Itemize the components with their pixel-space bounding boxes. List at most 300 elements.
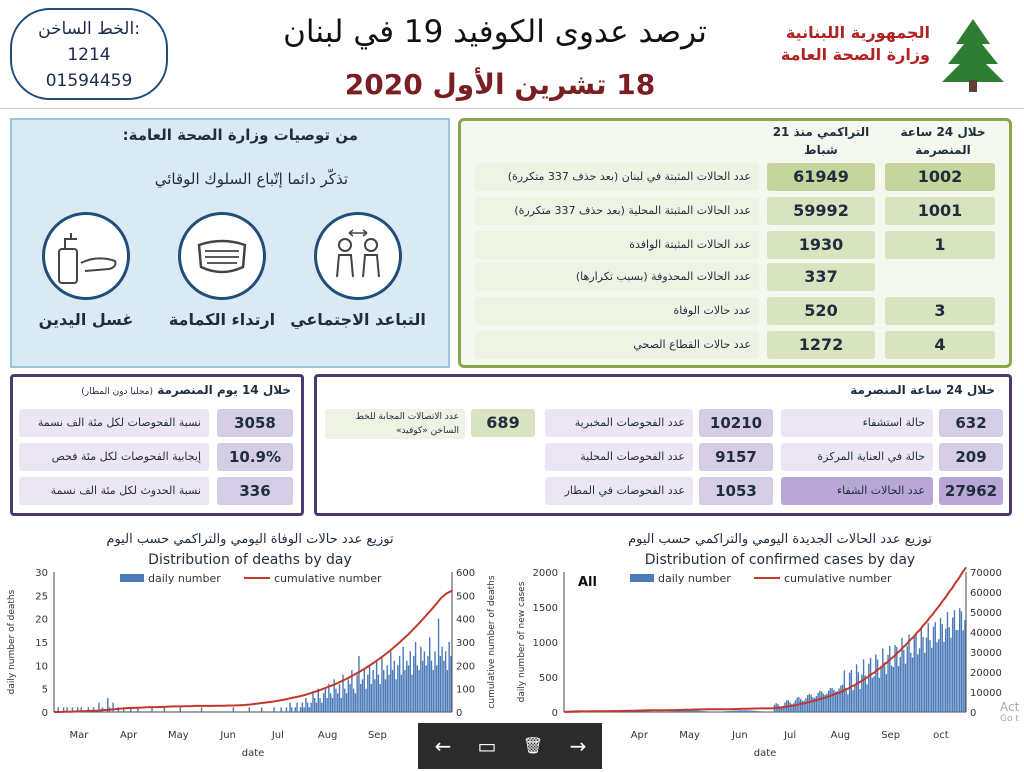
last14-row-label: إيجابية الفحوصات لكل مئة فحص [19,443,209,471]
last24-panel [314,374,1012,516]
daily-bar [940,618,941,712]
daily-bar [865,675,866,712]
cases-chart-title: Distribution of confirmed cases by day [570,552,990,568]
last24-col2-value: 1053 [699,477,773,505]
chart-corner-label: All [578,575,597,590]
y2-tick-label: 30000 [970,648,1002,659]
daily-bar [929,640,930,712]
last24-col1-label: عدد الحالات الشفاء [781,477,933,505]
daily-bar [727,711,728,712]
last24-col1-value: 27962 [939,477,1003,505]
daily-bar [427,656,428,712]
last14-row-value: 10.9% [217,443,293,471]
daily-bar [903,650,904,712]
y-tick-label: 20 [35,615,48,626]
hotline-short-number: 1214 [12,42,166,68]
report-date: 18 تشرين الأول 2020 [300,68,700,101]
daily-bar [422,661,423,712]
daily-bar [760,711,761,712]
daily-bar [800,699,801,712]
stats-row-24h: 1002 [885,163,995,191]
daily-bar [395,679,396,712]
legend-label-daily: daily number [148,572,221,585]
daily-bar [957,630,958,712]
daily-bar [381,656,382,712]
daily-bar [891,665,892,712]
stats-row-label: عدد الحالات المحذوفة (بسبب تكرارها) [475,263,759,291]
month-label: Jul [271,730,284,741]
daily-bar [295,707,296,712]
daily-bar [280,707,281,712]
daily-bar [367,675,368,712]
daily-bar [961,611,962,712]
activate-watermark [1000,700,1019,724]
daily-bar [411,675,412,712]
ministry-line2: وزارة الصحة العامة [750,44,930,66]
last24-col1-label: حالة في العناية المركزة [781,443,933,471]
daily-bar [180,707,181,712]
delete-button[interactable]: 🗑 [518,731,548,761]
daily-bar [300,707,301,712]
header-divider [0,108,1024,109]
daily-bar [671,711,672,712]
daily-bar [440,656,441,712]
daily-bar [954,610,955,712]
y2-tick-label: 200 [456,661,475,672]
daily-bar [425,665,426,712]
daily-bar [856,664,857,712]
daily-bar [700,711,701,712]
month-label: Sep [368,730,387,741]
daily-bar [849,673,850,712]
daily-bar [349,684,350,712]
daily-bar [417,665,418,712]
daily-bar [448,642,449,712]
month-label: Aug [318,730,338,741]
daily-bar [273,707,274,712]
daily-bar [889,646,890,712]
daily-bar [935,622,936,712]
column-header-cumulative: التراكمي منذ 21 شباط [767,123,875,159]
daily-bar [872,678,873,712]
daily-bar [907,646,908,712]
daily-bar [737,710,738,712]
stats-row-cumulative: 520 [767,297,875,325]
month-label: May [168,730,189,741]
social-distancing-icon [314,212,402,300]
daily-bar [364,670,365,712]
viewer-toolbar [418,723,602,769]
last24-col1-value: 209 [939,443,1003,471]
y-tick-label: 2000 [533,568,558,579]
y2-tick-label: 70000 [970,568,1002,579]
daily-bar [908,634,909,712]
daily-bar [830,688,831,712]
stats-row-24h: 1001 [885,197,995,225]
daily-bar [415,642,416,712]
daily-bar [742,710,743,712]
daily-bar [305,698,306,712]
deaths-chart-title: Distribution of deaths by day [60,552,440,568]
daily-bar [433,670,434,712]
y2-axis-title: cumulative number of deaths [487,575,497,708]
daily-bar [302,703,303,712]
daily-bar [739,710,740,712]
daily-bar [910,653,911,712]
y2-tick-label: 400 [456,615,475,626]
y2-tick-label: 0 [456,708,462,719]
daily-bar [926,637,927,712]
y2-tick-label: 60000 [970,588,1002,599]
daily-bar [379,684,380,712]
y2-tick-label: 100 [456,685,475,696]
daily-bar [882,648,883,712]
daily-bar [341,698,342,712]
daily-bar [963,630,964,712]
face-mask-icon [178,212,266,300]
last24-col2-label: عدد الفحوصات المخبرية [545,409,693,437]
last24-col2-value: 10210 [699,409,773,437]
daily-bar [912,657,913,712]
daily-bar [936,642,937,712]
daily-bar [410,651,411,712]
daily-bar [863,659,864,712]
daily-bar [424,651,425,712]
daily-bar [949,627,950,712]
daily-bar [746,710,747,712]
y2-tick-label: 600 [456,568,475,579]
daily-bar [328,684,329,712]
daily-bar [748,710,749,712]
daily-bar [420,647,421,712]
y2-tick-label: 0 [970,708,976,719]
social-distancing-label: التباعد الاجتماعي [288,310,428,329]
daily-bar [753,711,754,712]
daily-bar [947,612,948,712]
daily-bar [309,707,310,712]
daily-bar [362,679,363,712]
daily-bar [884,663,885,712]
y2-tick-label: 500 [456,591,475,602]
daily-bar [950,638,951,712]
daily-bar [763,711,764,712]
daily-bar [399,656,400,712]
daily-bar [898,666,899,712]
daily-bar [325,689,326,712]
next-button[interactable]: → [563,731,593,761]
daily-bar [667,711,668,712]
daily-bar [922,637,923,712]
daily-bar [378,675,379,712]
daily-bar [854,685,855,712]
daily-bar [880,666,881,712]
daily-bar [762,711,763,712]
stats-row-cumulative: 337 [767,263,875,291]
daily-bar [928,623,929,712]
daily-bar [905,664,906,712]
daily-bar [847,694,848,712]
daily-bar [802,701,803,712]
month-label: Apr [120,730,138,741]
daily-bar [879,678,880,712]
daily-bar [821,691,822,712]
y-tick-label: 1500 [533,603,558,614]
daily-bar [956,630,957,712]
stats-row-label: عدد الحالات المثبتة الوافدة [475,231,759,259]
y-tick-label: 30 [35,568,48,579]
daily-bar [339,684,340,712]
daily-bar [805,698,806,712]
hand-wash-label: غسل اليدين [16,310,156,329]
daily-bar [387,665,388,712]
x-axis-title: date [754,748,777,759]
daily-bar [942,624,943,712]
month-label: Jul [783,730,796,741]
x-axis-title: date [242,748,265,759]
daily-bar [959,608,960,712]
daily-bar [388,675,389,712]
stats-row-24h: 3 [885,297,995,325]
daily-bar [921,628,922,712]
daily-bar [431,661,432,712]
hotline-calls-value: 689 [471,409,535,437]
y-axis-title: daily number of new cases [517,581,527,702]
daily-bar [346,693,347,712]
stats-row-cumulative: 1930 [767,231,875,259]
daily-bar [952,618,953,712]
daily-bar [321,703,322,712]
daily-bar [365,689,366,712]
daily-bar [877,660,878,713]
daily-bar [310,703,311,712]
legend-swatch-daily [120,574,144,582]
month-label: Mar [69,730,89,741]
recommendations-panel [10,118,450,368]
daily-bar [314,698,315,712]
legend-label-cumulative: cumulative number [784,572,892,585]
previous-button[interactable]: ← [428,731,458,761]
daily-bar [964,620,965,712]
daily-bar [401,675,402,712]
daily-bar [693,710,694,712]
daily-bar [372,670,373,712]
daily-bar [756,711,757,712]
daily-bar [828,691,829,712]
daily-bar [840,686,841,712]
daily-bar [823,694,824,712]
y-tick-label: 25 [35,591,48,602]
daily-bar [383,670,384,712]
recommendations-title: من توصيات وزارة الصحة العامة: [123,126,358,144]
daily-bar [744,710,745,712]
daily-bar [434,651,435,712]
stats-row-24h: 4 [885,331,995,359]
last24-col1-value: 632 [939,409,1003,437]
last24-col2-value: 9157 [699,443,773,471]
daily-bar [858,672,859,712]
daily-bar [312,693,313,712]
month-label: Jun [731,730,748,741]
hotline-badge [10,8,168,100]
y2-tick-label: 40000 [970,628,1002,639]
daily-bar [289,703,290,712]
daily-bar [653,711,654,712]
daily-bar [394,661,395,712]
daily-bar [915,634,916,712]
daily-bar [852,690,853,712]
y-tick-label: 0 [552,708,558,719]
last24-col1-label: حالة استشفاء [781,409,933,437]
daily-bar [413,656,414,712]
daily-bar [812,697,813,712]
daily-bar [723,711,724,712]
daily-bar [360,684,361,712]
daily-bar [919,648,920,712]
daily-bar [735,710,736,712]
daily-bar [725,711,726,712]
daily-bar [164,707,165,712]
daily-bar [450,656,451,712]
daily-bar [870,658,871,712]
daily-bar [695,710,696,712]
daily-bar [408,665,409,712]
daily-bar [938,639,939,712]
y-tick-label: 500 [539,673,558,684]
daily-bar [402,647,403,712]
month-label: Apr [631,730,649,741]
daily-bar [734,711,735,712]
face-mask-label: ارتداء الكمامة [152,310,292,329]
daily-bar [810,695,811,712]
y-tick-label: 5 [42,685,48,696]
daily-bar [358,656,359,712]
last24-title: خلال 24 ساعة المنصرمة [850,383,995,397]
last14-row-label: نسبة الحدوث لكل مئة الف نسمة [19,477,209,505]
deaths-chart-title-ar: توزيع عدد حالات الوفاة اليومي والتراكمي حسب اليوم [60,532,440,547]
daily-bar [112,703,113,712]
last24-col2-label: عدد الفحوصات المحلية [545,443,693,471]
page-title: ترصد عدوى الكوفيد 19 في لبنان [250,14,740,50]
y-axis-title: daily number of deaths [7,589,17,694]
daily-bar [751,711,752,712]
daily-bar [749,710,750,712]
activate-line2: Go t [1000,714,1019,724]
daily-bar [672,711,673,712]
hand-wash-icon [42,212,130,300]
daily-bar [353,689,354,712]
daily-bar [704,711,705,712]
daily-bar [674,711,675,712]
daily-bar [445,651,446,712]
daily-bar [307,703,308,712]
last14-title-text: خلال 14 يوم المنصرمة [157,383,291,397]
daily-bar [296,703,297,712]
month-label: May [679,730,700,741]
daily-bar [732,711,733,712]
daily-bar [831,688,832,712]
daily-bar [344,689,345,712]
daily-bar [933,627,934,712]
daily-bar [404,670,405,712]
hotline-long-number: 01594459 [12,68,166,94]
comment-button[interactable]: ▭ [472,731,502,761]
legend-label-cumulative: cumulative number [274,572,382,585]
daily-bar [866,684,867,712]
y2-tick-label: 10000 [970,688,1002,699]
daily-bar [348,679,349,712]
last14-row-label: نسبة الفحوصات لكل مئة الف نسمة [19,409,209,437]
daily-bar [385,679,386,712]
daily-bar [326,698,327,712]
daily-bar [859,689,860,712]
daily-bar [945,629,946,712]
daily-bar [651,711,652,712]
daily-bar [233,707,234,712]
legend-swatch-daily [630,574,654,582]
stats-row-label: عدد حالات الوفاة [475,297,759,325]
ministry-name [750,22,930,66]
daily-bar [816,696,817,712]
daily-bar [397,665,398,712]
daily-bar [318,689,319,712]
daily-bar [931,648,932,712]
daily-bar [406,661,407,712]
daily-bar [741,710,742,712]
daily-bar [755,711,756,712]
daily-bar [316,703,317,712]
last14-note: (محليا دون المطار) [81,387,153,397]
stats-row-24h: 1 [885,231,995,259]
daily-bar [875,655,876,712]
daily-bar [355,693,356,712]
month-label: Aug [831,730,851,741]
daily-bar [371,684,372,712]
stats-row-label: عدد الحالات المثبتة المحلية (بعد حذف 337 متكررة) [475,197,759,225]
daily-bar [873,676,874,712]
daily-bar [418,670,419,712]
daily-bar [291,707,292,712]
last14-title [81,383,291,397]
daily-bar [914,636,915,712]
hotline-calls-label: عدد الاتصالات المجابة للخط الساخن «كوفيد» [325,409,465,439]
daily-bar [374,679,375,712]
stats-panel [458,118,1012,368]
month-label: oct [933,730,949,741]
daily-bar [441,647,442,712]
daily-bar [886,674,887,712]
daily-bar [707,711,708,712]
y2-tick-label: 50000 [970,608,1002,619]
recommendations-subtitle: تذكّر دائما إتّباع السلوك الوقائي [155,170,348,188]
daily-bar [438,619,439,712]
daily-bar [851,670,852,712]
y-tick-label: 15 [35,638,48,649]
daily-bar [819,691,820,712]
daily-bar [335,689,336,712]
daily-bar [706,711,707,712]
daily-bar [893,667,894,712]
daily-bar [436,665,437,712]
y-tick-label: 0 [42,708,48,719]
daily-bar [842,685,843,712]
daily-bar [286,707,287,712]
y2-tick-label: 300 [456,638,475,649]
y-tick-label: 10 [35,661,48,672]
daily-bar [303,707,304,712]
daily-bar [943,642,944,712]
ministry-line1: الجمهورية اللبنانية [750,22,930,44]
daily-bar [337,693,338,712]
